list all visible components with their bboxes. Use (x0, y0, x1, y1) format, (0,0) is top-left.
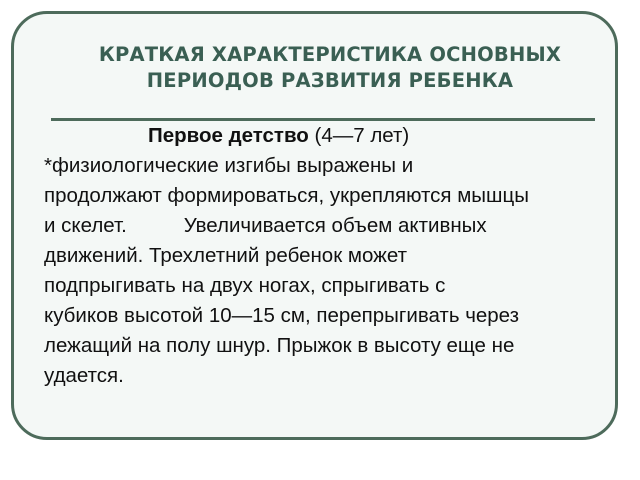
slide-title (50, 42, 610, 94)
body-line-3: и скелет. Увеличивается объем активных (44, 214, 487, 237)
body-line-2: продолжают формироваться, укрепляются мышцы (44, 184, 529, 207)
section-age: (4—7 лет) (308, 124, 410, 147)
body-line-5: подпрыгивать на двух ногах, спрыгивать с (44, 274, 446, 297)
body-line-6: кубиков высотой 10—15 см, перепрыгивать через (44, 304, 520, 327)
section-heading-line (44, 121, 624, 151)
body-line-4: движений. Трехлетний ребенок может (44, 244, 407, 267)
body-line-7: лежащий на полу шнур. Прыжок в высоту еще не (44, 334, 515, 357)
section-heading: Первое детство (148, 124, 309, 147)
title-line-1: КРАТКАЯ ХАРАКТЕРИСТИКА ОСНОВНЫХ (98, 43, 562, 66)
body-line-1: *физиологические изгибы выражены и (44, 154, 414, 177)
title-line-2: ПЕРИОДОВ РАЗВИТИЯ РЕБЕНКА (146, 69, 514, 92)
body-line-8: удается. (44, 364, 124, 387)
body-text (44, 121, 624, 391)
